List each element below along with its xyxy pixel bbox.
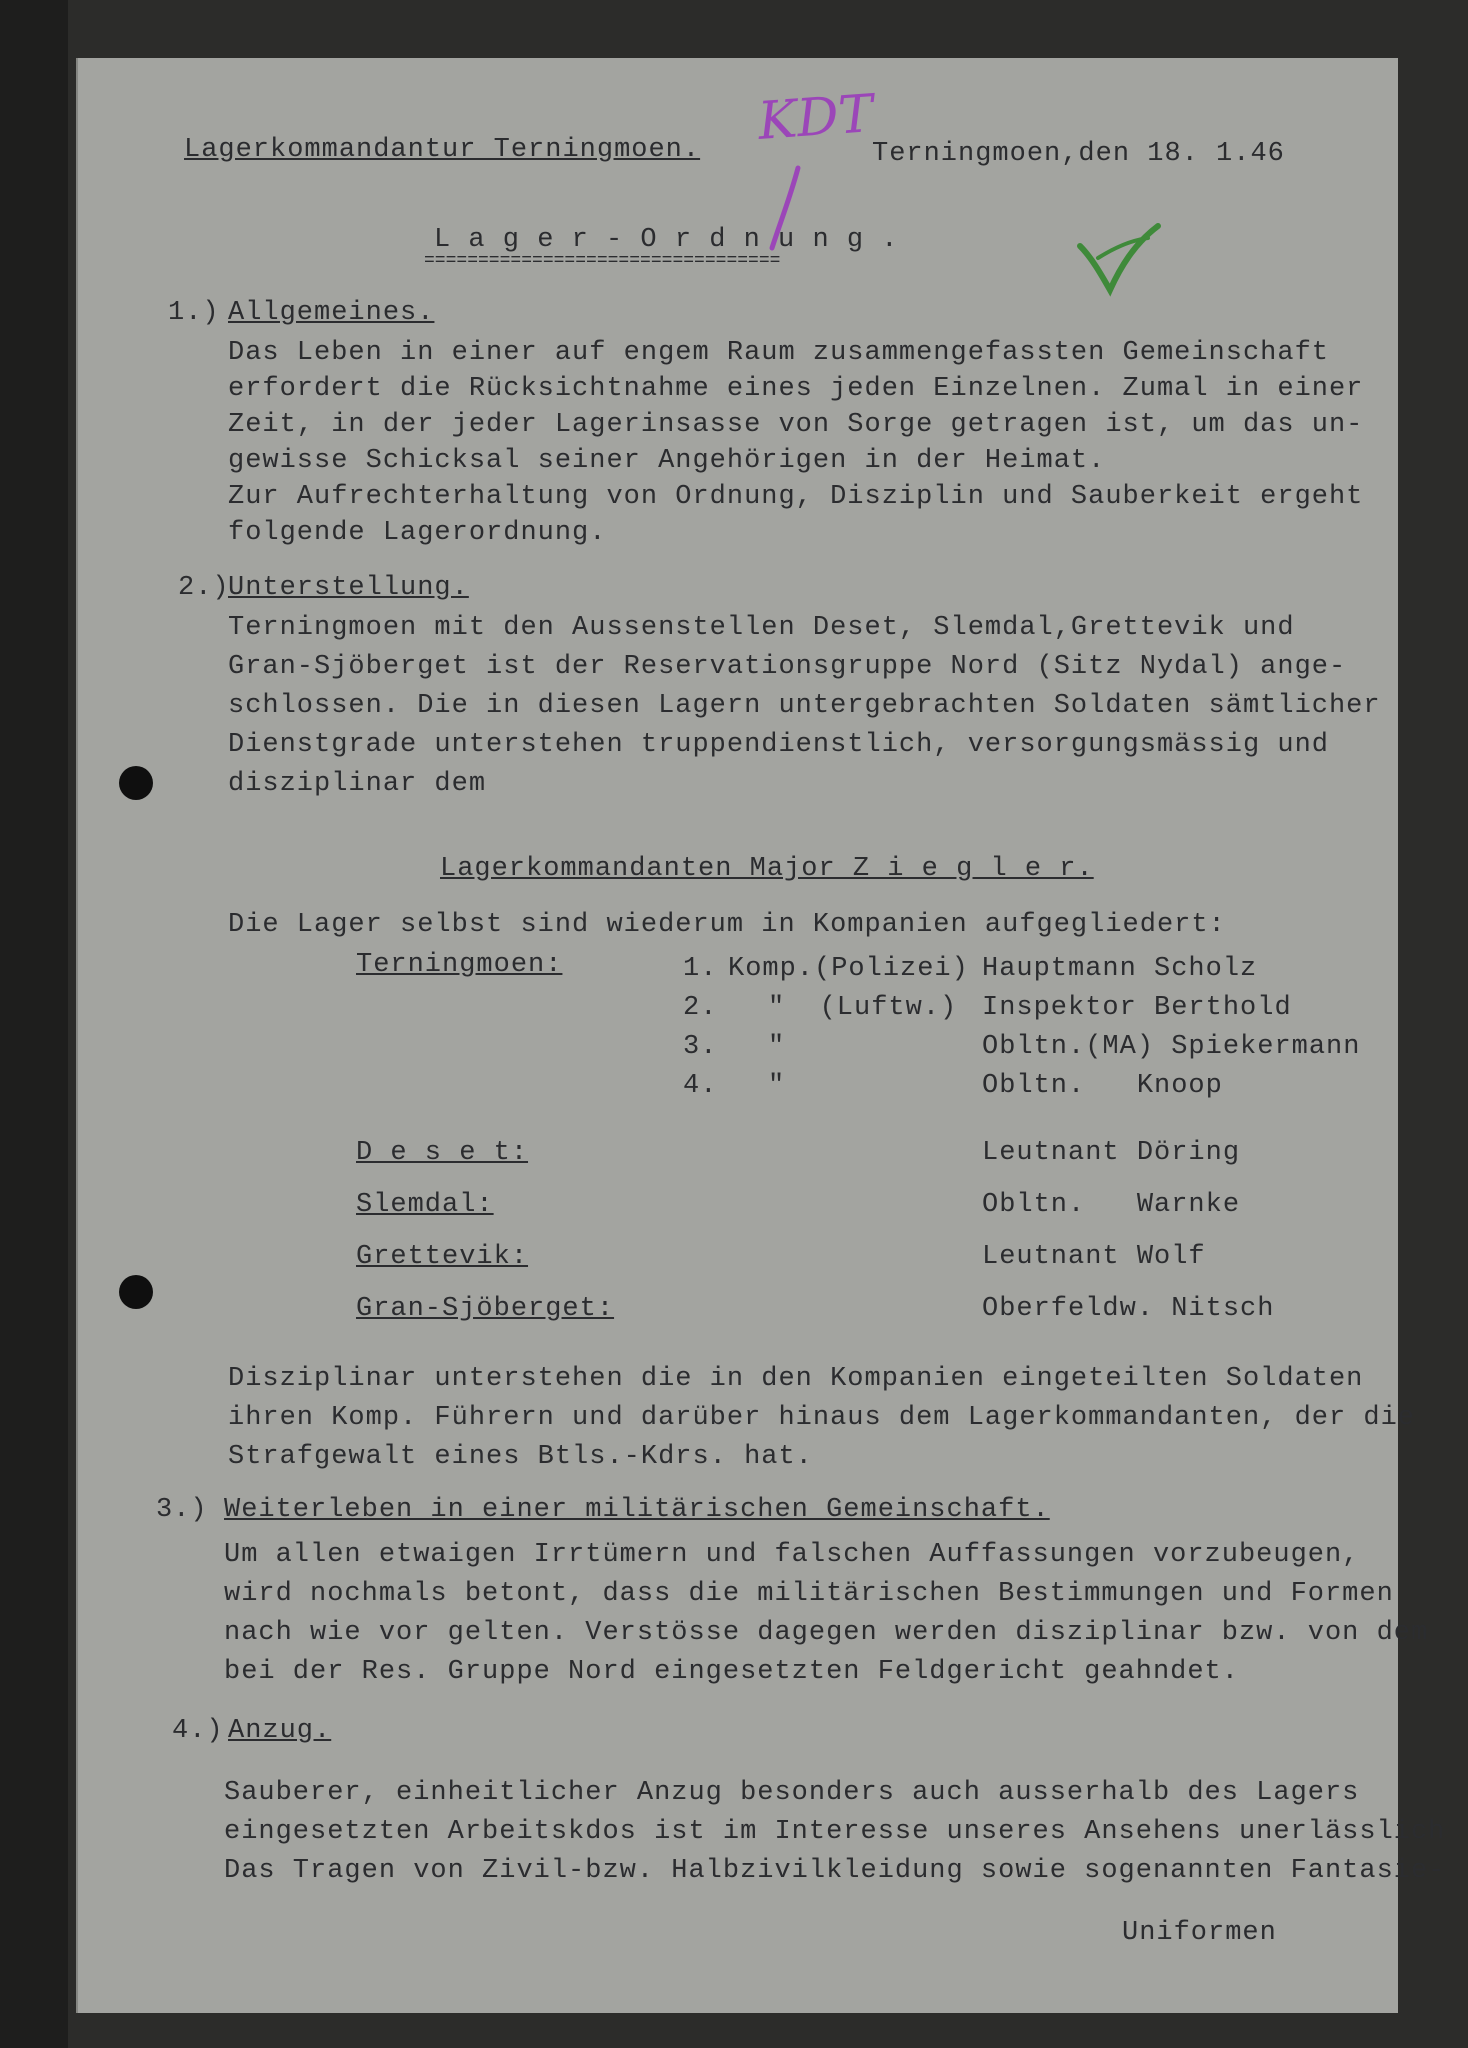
camp-terningmoen: Terningmoen: bbox=[356, 950, 563, 980]
company-number: 2. bbox=[683, 993, 718, 1023]
company-leader: Hauptmann Scholz bbox=[982, 954, 1258, 984]
annotation-text: KDT bbox=[756, 84, 876, 152]
section-1-line: Zeit, in der jeder Lagerinsasse von Sorge getragen ist, um das un- bbox=[228, 410, 1364, 440]
section-2-closing: Disziplinar unterstehen die in den Kompanien eingeteilten Soldaten bbox=[228, 1364, 1364, 1394]
section-2-line: Dienstgrade unterstehen truppendienstlich, versorgungsmässig und bbox=[228, 730, 1329, 760]
commander-line: Lagerkommandanten Major Z i e g l e r. bbox=[440, 854, 1094, 884]
section-1-line: gewisse Schicksal seiner Angehörigen in der Heimat. bbox=[228, 446, 1106, 476]
section-4-number: 4.) bbox=[172, 1716, 224, 1746]
company-number: 3. bbox=[683, 1032, 718, 1062]
company-leader: Obltn. Knoop bbox=[982, 1071, 1223, 1101]
section-2-line: schlossen. Die in diesen Lagern untergebrachten Soldaten sämtlicher bbox=[228, 691, 1381, 721]
section-3-line: Um allen etwaigen Irrtümern und falschen Auffassungen vorzubeugen, bbox=[224, 1540, 1360, 1570]
outpost-leader: Leutnant Wolf bbox=[982, 1242, 1206, 1272]
document-page bbox=[76, 58, 1446, 2013]
binder-edge bbox=[0, 0, 68, 2048]
section-1-heading: Allgemeines. bbox=[228, 298, 435, 328]
outpost-camp: D e s e t: bbox=[356, 1138, 529, 1168]
outpost-leader: Leutnant Döring bbox=[982, 1138, 1241, 1168]
section-3-line: nach wie vor gelten. Verstösse dagegen werden disziplinar bzw. von dem bbox=[224, 1618, 1429, 1648]
section-1-line: erfordert die Rücksichtnahme eines jeden Einzelnen. Zumal in einer bbox=[228, 374, 1364, 404]
continuation-word: Uniformen bbox=[1122, 1918, 1277, 1948]
section-3-heading: Weiterleben in einer militärischen Gemeinschaft. bbox=[224, 1495, 1050, 1525]
outpost-leader: Obltn. Warnke bbox=[982, 1190, 1241, 1220]
section-2-number: 2.) bbox=[178, 573, 230, 603]
section-2-closing: Strafgewalt eines Btls.-Kdrs. hat. bbox=[228, 1442, 813, 1472]
section-4-line: Das Tragen von Zivil-bzw. Halbzivilkleidung sowie sogenannten Fantasie- bbox=[224, 1856, 1446, 1886]
section-4-line: Sauberer, einheitlicher Anzug besonders auch ausserhalb des Lagers bbox=[224, 1778, 1360, 1808]
company-unit: " (Luftw.) bbox=[768, 993, 958, 1023]
outpost-camp: Grettevik: bbox=[356, 1242, 529, 1272]
place-date: Terningmoen,den 18. 1.46 bbox=[872, 139, 1285, 169]
section-3-line: wird nochmals betont, dass die militärischen Bestimmungen und Formen bbox=[224, 1579, 1394, 1609]
section-2-line: Terningmoen mit den Aussenstellen Deset, Slemdal,Grettevik und bbox=[228, 613, 1295, 643]
section-1-line: Das Leben in einer auf engem Raum zusammengefassten Gemeinschaft bbox=[228, 338, 1329, 368]
section-3-number: 3.) bbox=[156, 1495, 208, 1525]
section-1-line: folgende Lagerordnung. bbox=[228, 518, 607, 548]
punch-hole bbox=[119, 1275, 153, 1309]
company-number: 4. bbox=[683, 1071, 718, 1101]
section-4-line: eingesetzten Arbeitskdos ist im Interesse unseres Ansehens unerlässlich bbox=[224, 1817, 1446, 1847]
company-number: 1. bbox=[683, 954, 718, 984]
section-2-heading: Unterstellung. bbox=[228, 573, 469, 603]
section-4-heading: Anzug. bbox=[228, 1716, 332, 1746]
company-unit: " bbox=[768, 1032, 786, 1062]
company-leader: Inspektor Berthold bbox=[982, 993, 1292, 1023]
companies-intro: Die Lager selbst sind wiederum in Kompanien aufgegliedert: bbox=[228, 910, 1226, 940]
handwritten-annotation bbox=[756, 84, 875, 152]
company-unit: Komp.(Polizei) bbox=[728, 954, 969, 984]
company-unit: " bbox=[768, 1071, 786, 1101]
document-title: L a g e r - O r d n u n g . bbox=[434, 225, 899, 255]
section-2-closing: ihren Komp. Führern und darüber hinaus dem Lagerkommandanten, der die bbox=[228, 1403, 1415, 1433]
company-leader: Obltn.(MA) Spiekermann bbox=[982, 1032, 1361, 1062]
section-1-line: Zur Aufrechterhaltung von Ordnung, Disziplin und Sauberkeit ergeht bbox=[228, 482, 1364, 512]
office-header: Lagerkommandantur Terningmoen. bbox=[184, 135, 701, 165]
section-2-line: disziplinar dem bbox=[228, 769, 487, 799]
section-2-line: Gran-Sjöberget ist der Reservationsgruppe Nord (Sitz Nydal) ange- bbox=[228, 652, 1347, 682]
outpost-camp: Slemdal: bbox=[356, 1190, 494, 1220]
section-3-line: bei der Res. Gruppe Nord eingesetzten Feldgericht geahndet. bbox=[224, 1657, 1239, 1687]
outpost-camp: Gran-Sjöberget: bbox=[356, 1294, 615, 1324]
check-mark-icon bbox=[1074, 218, 1164, 298]
outpost-leader: Oberfeldw. Nitsch bbox=[982, 1294, 1275, 1324]
punch-hole bbox=[119, 766, 153, 800]
section-1-number: 1.) bbox=[168, 298, 220, 328]
title-rule: ================================= bbox=[424, 251, 781, 271]
